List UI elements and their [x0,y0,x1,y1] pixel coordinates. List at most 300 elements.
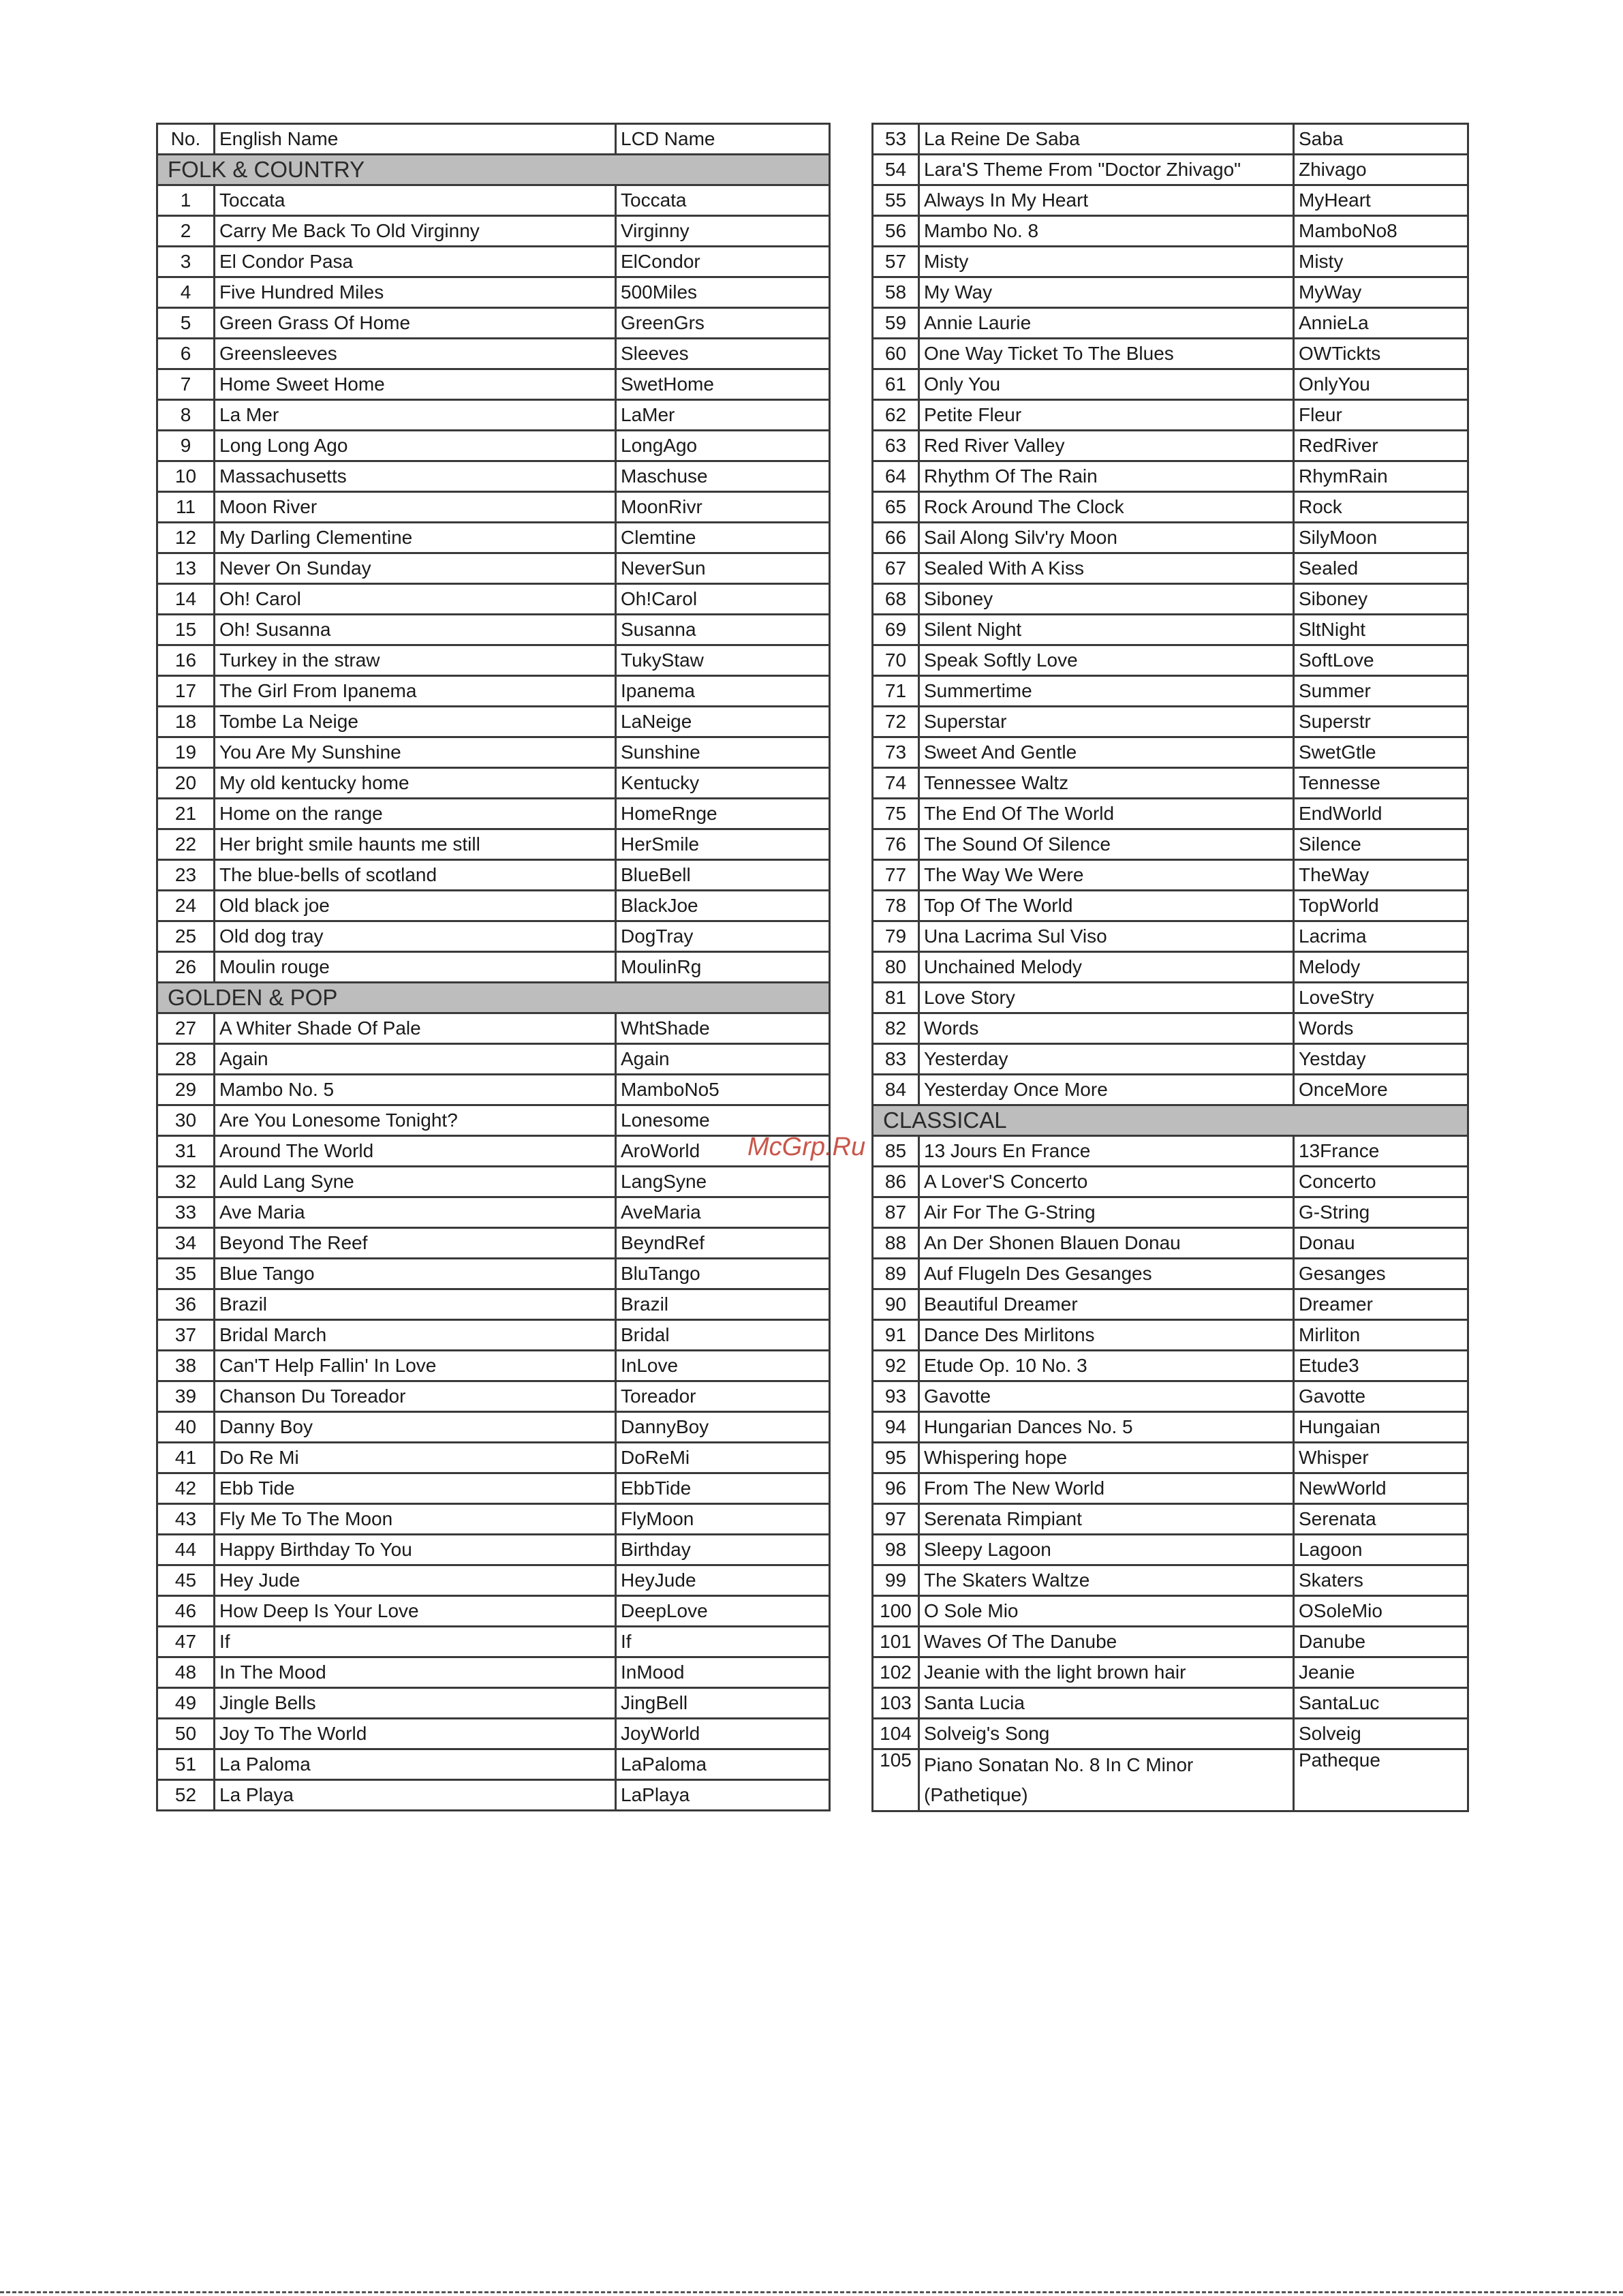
song-number: 76 [873,829,919,860]
english-name: Blue Tango [215,1259,616,1289]
english-name: Rhythm Of The Rain [919,461,1294,492]
table-row [157,1197,830,1228]
table-row [873,400,1468,431]
song-number: 27 [157,1013,215,1044]
english-name: Mambo No. 8 [919,216,1294,247]
english-name: My old kentucky home [215,768,616,799]
lcd-name: DogTray [616,921,830,952]
table-row [873,983,1468,1013]
lcd-name: Toccata [616,185,830,216]
table-row [873,1197,1468,1228]
english-name: Long Long Ago [215,431,616,461]
lcd-name: Jeanie [1294,1657,1468,1688]
lcd-name: Serenata [1294,1504,1468,1535]
table-row [157,891,830,921]
lcd-name: HeyJude [616,1565,830,1596]
lcd-name: RedRiver [1294,431,1468,461]
english-name: An Der Shonen Blauen Donau [919,1228,1294,1259]
lcd-name: Birthday [616,1535,830,1565]
table-row [157,615,830,645]
english-name: Superstar [919,707,1294,737]
lcd-name: LaPlaya [616,1780,830,1811]
song-number: 14 [157,584,215,615]
english-name: Only You [919,369,1294,400]
english-name: Love Story [919,983,1294,1013]
english-name: Beautiful Dreamer [919,1289,1294,1320]
song-number: 102 [873,1657,919,1688]
song-number: 49 [157,1688,215,1719]
lcd-name: Ipanema [616,676,830,707]
table-row [157,1075,830,1105]
table-row [873,1719,1468,1749]
lcd-name: AveMaria [616,1197,830,1228]
song-number: 40 [157,1412,215,1443]
lcd-name: HomeRnge [616,799,830,829]
lcd-name: Danube [1294,1627,1468,1657]
watermark: McGrp.Ru [747,1133,866,1161]
lcd-name: MoonRivr [616,492,830,523]
english-name: In The Mood [215,1657,616,1688]
lcd-name: HerSmile [616,829,830,860]
english-name: Auld Lang Syne [215,1167,616,1197]
lcd-name: OnlyYou [1294,369,1468,400]
song-number: 44 [157,1535,215,1565]
table-row [157,676,830,707]
english-name: 13 Jours En France [919,1136,1294,1167]
english-name: One Way Ticket To The Blues [919,339,1294,369]
table-row [157,1535,830,1565]
english-name: A Whiter Shade Of Pale [215,1013,616,1044]
song-number: 63 [873,431,919,461]
table-row [873,615,1468,645]
song-number: 52 [157,1780,215,1811]
song-number: 23 [157,860,215,891]
english-name: Never On Sunday [215,553,616,584]
table-row [873,1044,1468,1075]
table-row [157,1688,830,1719]
english-name: Words [919,1013,1294,1044]
song-number: 39 [157,1381,215,1412]
table-row [873,369,1468,400]
english-name: La Playa [215,1780,616,1811]
song-number: 32 [157,1167,215,1197]
song-number: 94 [873,1412,919,1443]
english-name: Mambo No. 5 [215,1075,616,1105]
table-row [873,676,1468,707]
page-bottom-rule [0,2291,1623,2293]
lcd-name: Sleeves [616,339,830,369]
english-name: You Are My Sunshine [215,737,616,768]
lcd-name: Whisper [1294,1443,1468,1473]
table-row [157,1381,830,1412]
lcd-name: Zhivago [1294,155,1468,185]
english-name: Jeanie with the light brown hair [919,1657,1294,1688]
song-number: 21 [157,799,215,829]
song-number: 7 [157,369,215,400]
table-row [157,1473,830,1504]
table-row [157,1228,830,1259]
lcd-name: Oh!Carol [616,584,830,615]
song-number: 46 [157,1596,215,1627]
lcd-name: TheWay [1294,860,1468,891]
song-number: 84 [873,1075,919,1105]
table-row [157,492,830,523]
header-lcd-name: LCD Name [616,124,830,155]
song-number: 4 [157,277,215,308]
lcd-name: Brazil [616,1289,830,1320]
english-name: Carry Me Back To Old Virginny [215,216,616,247]
lcd-name: MamboNo5 [616,1075,830,1105]
table-row [157,1657,830,1688]
song-number: 18 [157,707,215,737]
english-name: Annie Laurie [919,308,1294,339]
table-row [873,553,1468,584]
table-row [157,277,830,308]
english-name: Toccata [215,185,616,216]
table-row [873,952,1468,983]
song-number: 37 [157,1320,215,1351]
table-row [873,1627,1468,1657]
english-name: My Darling Clementine [215,523,616,553]
song-number: 88 [873,1228,919,1259]
english-name: Una Lacrima Sul Viso [919,921,1294,952]
english-name: Petite Fleur [919,400,1294,431]
english-name: Massachusetts [215,461,616,492]
song-number: 2 [157,216,215,247]
song-number: 16 [157,645,215,676]
table-row [873,737,1468,768]
english-name: Oh! Susanna [215,615,616,645]
table-row [157,1780,830,1811]
english-name: Chanson Du Toreador [215,1381,616,1412]
table-row [157,461,830,492]
song-number: 95 [873,1443,919,1473]
table-row [157,1504,830,1535]
song-number: 26 [157,952,215,983]
lcd-name: NeverSun [616,553,830,584]
song-number: 9 [157,431,215,461]
song-number: 34 [157,1228,215,1259]
table-row [157,553,830,584]
lcd-name: Donau [1294,1228,1468,1259]
table-row [873,247,1468,277]
song-number: 96 [873,1473,919,1504]
table-row [157,799,830,829]
table-row [873,768,1468,799]
table-row [157,1443,830,1473]
english-name: Red River Valley [919,431,1294,461]
table-row [157,860,830,891]
table-row [157,369,830,400]
lcd-name: MoulinRg [616,952,830,983]
song-number: 3 [157,247,215,277]
song-number: 53 [873,124,919,155]
song-number: 41 [157,1443,215,1473]
lcd-name: Concerto [1294,1167,1468,1197]
lcd-name: Gesanges [1294,1259,1468,1289]
song-number: 64 [873,461,919,492]
song-number: 10 [157,461,215,492]
song-number: 43 [157,1504,215,1535]
lcd-name: OWTickts [1294,339,1468,369]
english-name: Rock Around The Clock [919,492,1294,523]
song-number: 92 [873,1351,919,1381]
song-number: 97 [873,1504,919,1535]
table-row [157,829,830,860]
table-row [873,799,1468,829]
english-name: O Sole Mio [919,1596,1294,1627]
section-header-row [157,983,830,1013]
lcd-name: DoReMi [616,1443,830,1473]
english-name: The Way We Were [919,860,1294,891]
song-number: 45 [157,1565,215,1596]
lcd-name: AroWorld [616,1136,830,1167]
lcd-name: Saba [1294,124,1468,155]
english-name: La Reine De Saba [919,124,1294,155]
lcd-name: SantaLuc [1294,1688,1468,1719]
lcd-name: DannyBoy [616,1412,830,1443]
english-name: Dance Des Mirlitons [919,1320,1294,1351]
song-number: 36 [157,1289,215,1320]
lcd-name: Misty [1294,247,1468,277]
lcd-name: Mirliton [1294,1320,1468,1351]
lcd-name: Sealed [1294,553,1468,584]
song-number: 22 [157,829,215,860]
english-name: Serenata Rimpiant [919,1504,1294,1535]
lcd-name: Fleur [1294,400,1468,431]
song-number: 100 [873,1596,919,1627]
english-name: If [215,1627,616,1657]
lcd-name: Patheque [1294,1749,1468,1811]
song-number: 71 [873,676,919,707]
lcd-name: LaNeige [616,707,830,737]
table-row [873,1473,1468,1504]
english-name: Ebb Tide [215,1473,616,1504]
song-number: 42 [157,1473,215,1504]
english-name: El Condor Pasa [215,247,616,277]
english-name: Unchained Melody [919,952,1294,983]
lcd-name: Clemtine [616,523,830,553]
song-number: 62 [873,400,919,431]
lcd-name: OSoleMio [1294,1596,1468,1627]
song-number: 101 [873,1627,919,1657]
song-number: 81 [873,983,919,1013]
song-number: 80 [873,952,919,983]
english-name: Tombe La Neige [215,707,616,737]
song-number: 47 [157,1627,215,1657]
english-name: Old dog tray [215,921,616,952]
english-name: Solveig's Song [919,1719,1294,1749]
lcd-name: BlueBell [616,860,830,891]
header-english-name: English Name [215,124,616,155]
lcd-name: DeepLove [616,1596,830,1627]
song-number: 48 [157,1657,215,1688]
song-number: 55 [873,185,919,216]
lcd-name: GreenGrs [616,308,830,339]
english-name: From The New World [919,1473,1294,1504]
lcd-name: Sunshine [616,737,830,768]
song-number: 35 [157,1259,215,1289]
lcd-name: EndWorld [1294,799,1468,829]
table-header-row [157,124,830,155]
table-row [873,216,1468,247]
song-number: 73 [873,737,919,768]
lcd-name: Bridal [616,1320,830,1351]
song-number: 87 [873,1197,919,1228]
english-name: Hungarian Dances No. 5 [919,1412,1294,1443]
table-row [873,1749,1468,1811]
song-number: 58 [873,277,919,308]
song-number: 83 [873,1044,919,1075]
table-row [873,891,1468,921]
english-name: Five Hundred Miles [215,277,616,308]
song-number: 6 [157,339,215,369]
song-number: 90 [873,1289,919,1320]
english-name: Summertime [919,676,1294,707]
english-name: Yesterday Once More [919,1075,1294,1105]
english-name: Silent Night [919,615,1294,645]
lcd-name: OnceMore [1294,1075,1468,1105]
english-name: Ave Maria [215,1197,616,1228]
english-name: Old black joe [215,891,616,921]
lcd-name: Dreamer [1294,1289,1468,1320]
english-name: Bridal March [215,1320,616,1351]
song-number: 67 [873,553,919,584]
table-row [873,1228,1468,1259]
song-table-left [156,123,831,1811]
table-row [157,645,830,676]
lcd-name: LongAgo [616,431,830,461]
english-name: Yesterday [919,1044,1294,1075]
lcd-name: Toreador [616,1381,830,1412]
table-row [157,308,830,339]
lcd-name: If [616,1627,830,1657]
song-number: 12 [157,523,215,553]
song-number: 75 [873,799,919,829]
lcd-name: Words [1294,1013,1468,1044]
lcd-name: Susanna [616,615,830,645]
lcd-name: 500Miles [616,277,830,308]
song-number: 82 [873,1013,919,1044]
lcd-name: SoftLove [1294,645,1468,676]
table-row [873,492,1468,523]
table-row [157,952,830,983]
english-name: Air For The G-String [919,1197,1294,1228]
table-row [873,645,1468,676]
table-row [157,1167,830,1197]
table-row [873,1657,1468,1688]
song-number: 56 [873,216,919,247]
english-name: Again [215,1044,616,1075]
english-name: The End Of The World [919,799,1294,829]
english-name: Home on the range [215,799,616,829]
english-name: Etude Op. 10 No. 3 [919,1351,1294,1381]
english-name: Gavotte [919,1381,1294,1412]
lcd-name: MyHeart [1294,185,1468,216]
song-number: 89 [873,1259,919,1289]
song-number: 86 [873,1167,919,1197]
english-name: My Way [919,277,1294,308]
english-name: Siboney [919,584,1294,615]
english-name: La Paloma [215,1749,616,1780]
song-number: 69 [873,615,919,645]
english-name: Top Of The World [919,891,1294,921]
table-row [873,1381,1468,1412]
song-number: 103 [873,1688,919,1719]
lcd-name: Again [616,1044,830,1075]
english-name: La Mer [215,400,616,431]
english-name: Her bright smile haunts me still [215,829,616,860]
lcd-name: Superstr [1294,707,1468,737]
song-number: 104 [873,1719,919,1749]
table-row [157,1136,830,1167]
english-name: The Sound Of Silence [919,829,1294,860]
english-name: Whispering hope [919,1443,1294,1473]
lcd-name: Siboney [1294,584,1468,615]
song-number: 54 [873,155,919,185]
song-number: 8 [157,400,215,431]
song-number: 59 [873,308,919,339]
section-title: CLASSICAL [873,1105,1468,1136]
table-row [157,1719,830,1749]
lcd-name: BeyndRef [616,1228,830,1259]
table-row [157,1259,830,1289]
table-row [873,1596,1468,1627]
song-number: 78 [873,891,919,921]
lcd-name: Summer [1294,676,1468,707]
table-row [157,707,830,737]
english-name: Santa Lucia [919,1688,1294,1719]
english-name: Beyond The Reef [215,1228,616,1259]
table-row [157,768,830,799]
lcd-name: InLove [616,1351,830,1381]
table-row [873,1688,1468,1719]
table-row [873,1167,1468,1197]
lcd-name: Skaters [1294,1565,1468,1596]
table-row [873,1320,1468,1351]
english-name: Sail Along Silv'ry Moon [919,523,1294,553]
english-name: The Girl From Ipanema [215,676,616,707]
lcd-name: Etude3 [1294,1351,1468,1381]
lcd-name: SltNight [1294,615,1468,645]
lcd-name: Yestday [1294,1044,1468,1075]
lcd-name: Solveig [1294,1719,1468,1749]
song-number: 13 [157,553,215,584]
english-name: Auf Flugeln Des Gesanges [919,1259,1294,1289]
table-row [873,1259,1468,1289]
table-row [873,523,1468,553]
song-number: 70 [873,645,919,676]
table-row [157,1013,830,1044]
table-row [873,1289,1468,1320]
english-name: Tennessee Waltz [919,768,1294,799]
table-row [873,185,1468,216]
english-name: Around The World [215,1136,616,1167]
lcd-name: LoveStry [1294,983,1468,1013]
table-row [157,1749,830,1780]
table-row [873,339,1468,369]
lcd-name: LangSyne [616,1167,830,1197]
english-name: Hey Jude [215,1565,616,1596]
english-name: Always In My Heart [919,185,1294,216]
lcd-name: SilyMoon [1294,523,1468,553]
song-number: 93 [873,1381,919,1412]
song-number: 51 [157,1749,215,1780]
lcd-name: EbbTide [616,1473,830,1504]
english-name: Do Re Mi [215,1443,616,1473]
table-row [157,431,830,461]
lcd-name: Tennesse [1294,768,1468,799]
